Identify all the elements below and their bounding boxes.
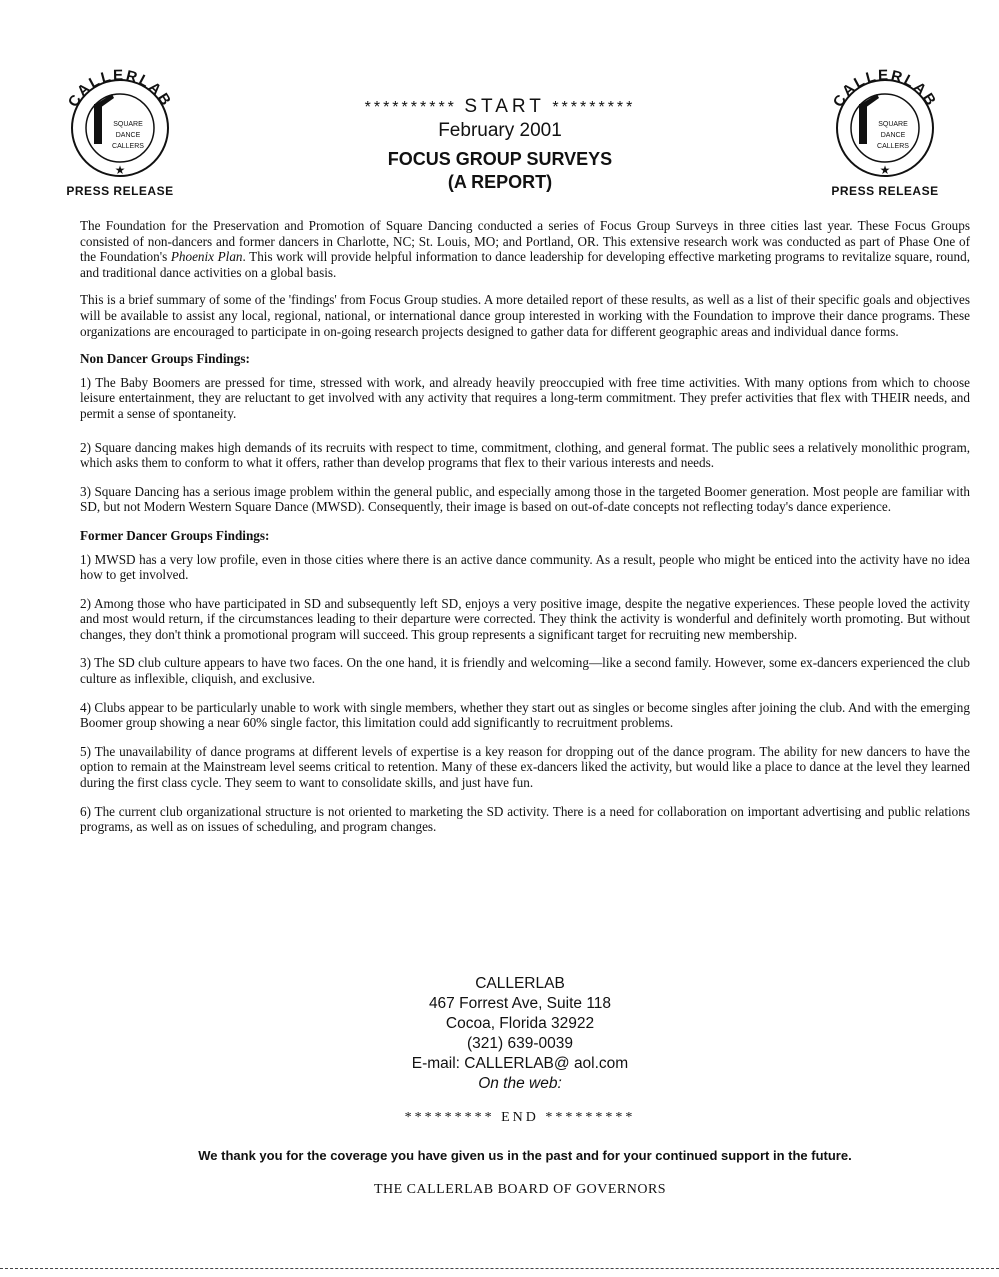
svg-text:★: ★: [879, 163, 891, 177]
contact-address-2: Cocoa, Florida 32922: [445, 1015, 595, 1032]
press-release-label-left: PRESS RELEASE: [66, 184, 174, 198]
intro-paragraph-1: The Foundation for the Preservation and Promotion of Square Dancing conducted a series of Focus Group Surveys in three cities last year. These Focus Groups consisted of non-dancers and former dancers in Charlotte, NC; St. Louis, MO; and Portland, OR. This extensive research work was conducted as part of Phase One of the Foundation's Phoenix Plan. This work will provide helpful information to dance leadership for developing effective marketing programs to revitalize square, round, and traditional dance activities on a global basis.: [80, 218, 971, 280]
contact-org: CALLERLAB: [475, 975, 565, 992]
former-dancer-finding: 2) Among those who have participated in SD and subsequently left SD, enjoys a very positive image, despite the negative experiences. These people loved the activity and most would return, if the circumstances leading to their departure were corrected. They think the activity is wonderful and definitely worth promoting. But without changes, they don't think a promotional program will succeed. This group represents a significant target for recruiting new membership.: [80, 595, 970, 642]
contact-web: On the web:: [478, 1075, 562, 1092]
release-date: February 2001: [438, 120, 562, 141]
callerlab-seal-icon: [50, 58, 190, 180]
contact-address-1: 467 Forrest Ave, Suite 118: [428, 995, 612, 1012]
phoenix-plan-text: Phoenix Plan: [170, 249, 243, 265]
callerlab-seal-icon: [815, 58, 955, 180]
svg-text:CALLERLAB: [65, 67, 175, 110]
thanks-note: We thank you for the coverage you have given us in the past and for your continued support in the future.: [198, 1148, 852, 1163]
logo-ring-text: CALLERLAB: [829, 66, 941, 111]
contact-email: E-mail: CALLERLAB@ aol.com: [411, 1055, 629, 1072]
non-dancer-heading: Non Dancer Groups Findings:: [80, 351, 250, 367]
former-dancer-heading: Former Dancer Groups Findings:: [80, 527, 270, 543]
logo-line-2: DANCE: [115, 132, 141, 139]
former-dancer-finding: 1) MWSD has a very low profile, even in those cities where there is an active dance community. As a result, people who might be enticed into the activity have no idea how to get involved.: [80, 551, 970, 583]
start-word: START: [464, 96, 545, 117]
intro-paragraph-2: This is a brief summary of some of the 'findings' from Focus Group studies. A more detailed report of these results, as well as a list of their specific goals and objectives will be available to assist any local, regional, national, or international dance group interested in working with the Foundation to improve their dance programs. These organizations are encouraged to participate in on-going research projects designed to gather data for different geographic areas and individual dance forms.: [80, 292, 970, 339]
page-title: [250, 148, 750, 194]
title-line-1: FOCUS GROUP SURVEYS: [387, 149, 613, 169]
start-banner: [250, 96, 750, 118]
start-stars-left: **********: [364, 99, 457, 116]
former-dancer-finding: 6) The current club organizational structure is not oriented to marketing the SD activity. There is a need for collaboration on important advertising and public relations programs, as well as on issues of scheduling, and program changes.: [80, 803, 970, 835]
end-banner: [300, 1110, 740, 1126]
report-body: [80, 218, 970, 848]
logo-line-1: SQUARE: [113, 121, 143, 128]
logo-line-3: CALLERS: [112, 143, 144, 150]
end-stars-right: *********: [545, 1110, 636, 1125]
callerlab-logo-left: [50, 58, 190, 198]
former-dancer-finding: 5) The unavailability of dance programs at different levels of expertise is a key reason for dropping out of the dance program. The ability for new dancers to have the option to remain at the Mainstream level seems critical to retention. Many of these ex-dancers liked the activity, but would like a place to dance at the level they learned during the first class cycle. They seem to want to consolidate skills, and just have fun.: [80, 743, 970, 791]
svg-text:★: ★: [114, 163, 126, 177]
callerlab-logo-right: [815, 58, 955, 198]
logo-line-3: CALLERS: [877, 143, 909, 150]
non-dancer-finding: 1) The Baby Boomers are pressed for time, stressed with work, and already heavily preoccupied with free time activities. With many options from which to choose leisure entertainment, they are reluctant to get involved with any activity that requires a long-term commitment. They prefer activities that flex with THEIR needs, and permit a sense of spontaneity.: [80, 374, 970, 421]
end-word: END: [501, 1110, 539, 1125]
page-header: [250, 96, 750, 194]
former-dancer-finding: 4) Clubs appear to be particularly unable to work with single members, whether they start out as singles or become singles after joining the club. And with the emerging Boomer group showing a near 60% single factor, this limitation could add significantly to recruitment problems.: [80, 699, 970, 731]
non-dancer-finding: 3) Square Dancing has a serious image problem within the general public, and especially among those in the targeted Boomer generation. Most people are familiar with SD, but not Modern Western Square Dance (MWSD). Consequently, their image is based on out-of-date concepts not reflecting today's dance experience.: [80, 483, 970, 515]
contact-phone: (321) 639-0039: [467, 1035, 573, 1052]
logo-ring-text: CALLERLAB: [64, 66, 176, 111]
logo-line-1: SQUARE: [878, 121, 908, 128]
svg-text:CALLERLAB: [830, 67, 940, 110]
former-dancer-finding: 3) The SD club culture appears to have two faces. On the one hand, it is friendly and welcoming—like a second family. However, some ex-dancers experienced the club culture as inflexible, cliquish, and exclusive.: [80, 655, 970, 687]
contact-block: [300, 974, 740, 1094]
start-stars-right: *********: [552, 99, 636, 116]
footer-divider: [0, 1268, 999, 1269]
non-dancer-finding: 2) Square dancing makes high demands of its recruits with respect to time, commitment, clothing, and general format. The public sees a relatively monolithic program, which asks them to conform to what it offers, rather than develop programs that flex to their various interests and needs.: [80, 439, 970, 471]
press-release-label-right: PRESS RELEASE: [831, 184, 939, 198]
title-line-2: (A REPORT): [447, 172, 553, 192]
logo-line-2: DANCE: [880, 132, 906, 139]
board-signature: THE CALLERLAB BOARD OF GOVERNORS: [373, 1182, 667, 1197]
end-stars-left: *********: [404, 1110, 495, 1125]
